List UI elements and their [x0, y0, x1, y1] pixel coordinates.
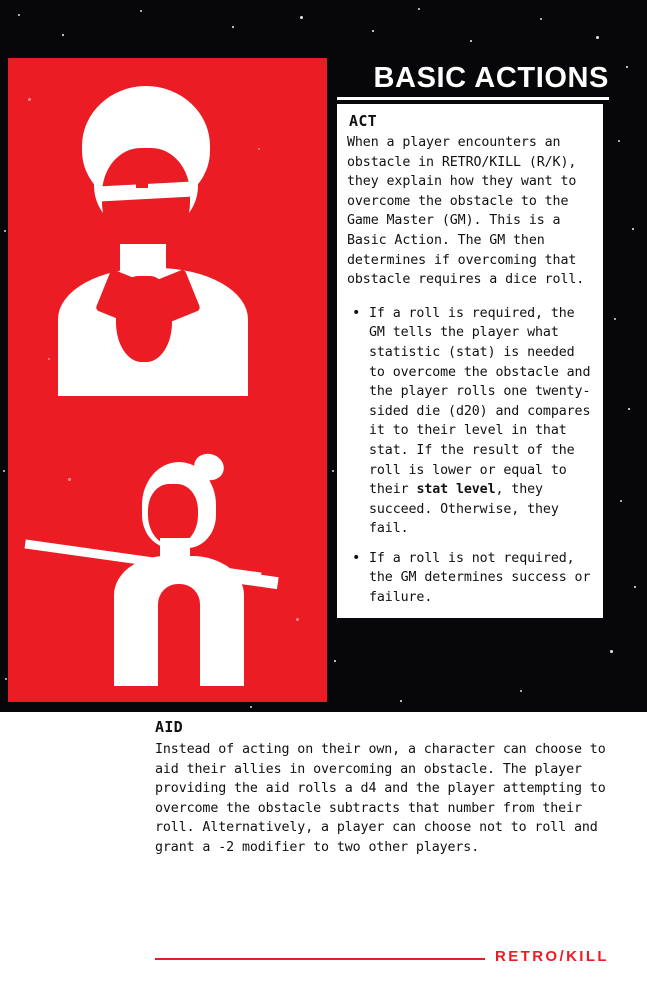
act-bullet-list	[347, 304, 593, 608]
afro-sunglasses-figure	[40, 86, 270, 396]
aid-paragraph: Instead of acting on their own, a character can choose to aid their allies in overcoming an obstacle. The player providing the aid rolls a d4 and the player attempting to overcome the obstacle subtracts that number from their roll. Alternatively, a player can choose not to roll and grant a -2 modifier to two other players.	[155, 742, 606, 855]
katana-figure	[18, 388, 318, 688]
bullet-text-after: , they succeed. Otherwise, they fail.	[369, 482, 559, 537]
title-underline	[337, 97, 609, 100]
bullet-text-bold: stat level	[416, 482, 496, 498]
artwork-panel	[8, 58, 327, 702]
page-title: BASIC ACTIONS	[373, 62, 609, 94]
footer-brand: RETRO/KILL	[495, 948, 609, 965]
list-item	[369, 304, 593, 539]
footer-rule	[155, 958, 485, 960]
aid-heading: AID	[155, 718, 183, 736]
act-paragraph: When a player encounters an obstacle in RETRO/KILL (R/K), they explain how they want to overcome the obstacle to the Game Master (GM). This is a Basic Action. The GM then determines if overcoming that obstacle requires a dice roll.	[347, 135, 585, 288]
bullet-text-before: If a roll is required, the GM tells the player what statistic (stat) is needed to overcome the obstacle and the player rolls one twenty-sided die (d20) and compares it to their level in that stat. If the result of the roll is lower or equal to their	[369, 305, 591, 498]
aid-section	[155, 718, 610, 858]
act-section	[337, 104, 603, 618]
bullet-text-before: If a roll is not required, the GM determines success or failure.	[369, 550, 591, 606]
list-item	[369, 549, 593, 608]
act-heading: ACT	[349, 112, 377, 130]
